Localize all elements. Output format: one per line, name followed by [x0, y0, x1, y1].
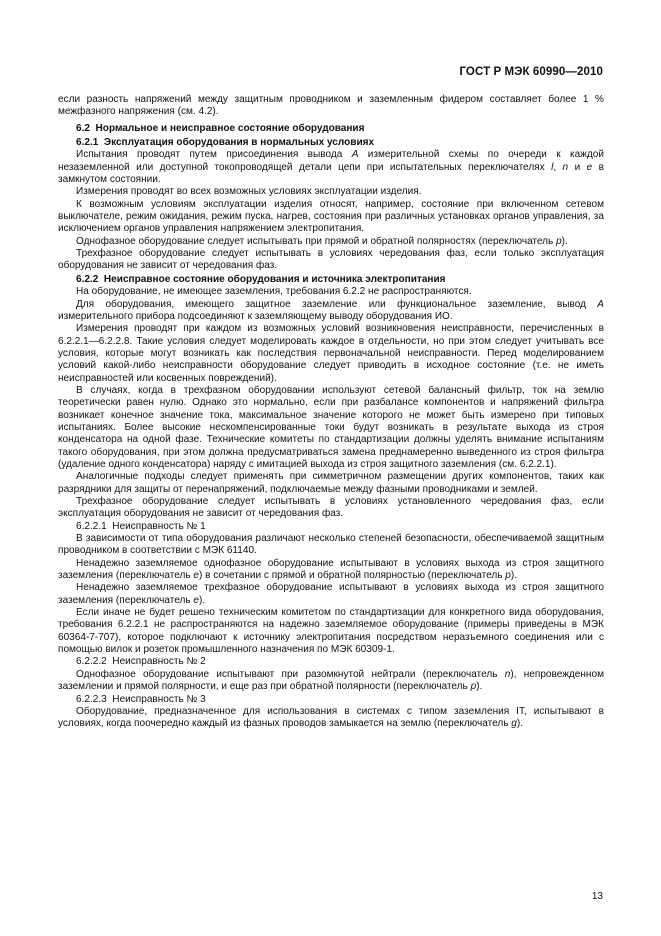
paragraph: Если иначе не будет решено техническим комитетом по стандартизации для конкретного вида оборудования, требования 6.2.2.1 не распространяются на надежно заземляемое оборудование (примеры приведены в МЭК 60364-7-707), которое подключают к источнику электропитания посредством неразъемного соединения или с помощью вилок и розеток промышленного назначения по МЭК 60309-1.: [58, 607, 604, 656]
section-heading: 6.2.1 Эксплуатация оборудования в нормальных условиях: [76, 137, 375, 149]
paragraph: Ненадежно заземляемое однофазное оборудование испытывают в условиях выхода из строя защитного заземления (переключатель е) в сочетании с прямой и обратной полярностью (переключатель р).: [58, 557, 604, 582]
paragraph: Испытания проводят путем присоединения вывода А измерительной схемы по очереди к каждой незаземленной или доступной токопроводящей детали цепи при испытательных переключателях l, n и е в замкнутом состоянии.: [58, 149, 604, 186]
paragraph: если разность напряжений между защитным проводником и заземленным фидером составляет более 1 % межфазного напряжения (см. 4.2).: [58, 94, 604, 118]
paragraph: 6.2.2.1 Неисправность № 1: [76, 520, 206, 532]
page-number: 13: [591, 891, 603, 902]
paragraph: 6.2.2.3 Неисправность № 3: [76, 693, 206, 705]
paragraph: На оборудование, не имеющее заземления, требования 6.2.2 не распространяются.: [76, 286, 472, 298]
standard-code-header: ГОСТ Р МЭК 60990—2010: [459, 66, 603, 78]
paragraph: В зависимости от типа оборудования различают несколько степеней безопасности, обеспечиваемой защитным проводником в соответствии с МЭК 61140.: [58, 533, 604, 557]
section-heading: 6.2 Нормальное и неисправное состояние оборудования: [76, 122, 365, 134]
section-heading: 6.2.2 Неисправное состояние оборудования и источника электропитания: [76, 273, 446, 285]
paragraph: К возможным условиям эксплуатации изделия относят, например, состояние при включенном сетевом выключателе, режим ожидания, режим пуска, нагрев, состояния при различных установках органов управления, за исключением органов управления напряжением электропитания.: [58, 198, 604, 235]
paragraph: Ненадежно заземляемое трехфазное оборудование испытывают в условиях выхода из строя защитного заземления (переключатель е).: [58, 582, 604, 606]
paragraph: Оборудование, предназначенное для использования в системах с типом заземления IT, испытывают в условиях, когда поочередно каждый из фазных проводов замыкается на землю (переключатель g).: [58, 705, 604, 730]
paragraph: Для оборудования, имеющего защитное заземление или функциональное заземление, вывод А измерительного прибора подсоединяют к заземляющему выводу оборудования ИО.: [58, 298, 604, 322]
paragraph: Однофазное оборудование следует испытывать при прямой и обратной полярностях (переключатель р).: [76, 235, 568, 247]
paragraph: В случаях, когда в трехфазном оборудовании используют сетевой балансный фильтр, ток на землю теоретически равен нулю. Однако это нормально, если при разбалансе компонентов и напряжений фильтра возникает конечное значение тока, максимальное значение которого не может быть измерено при типовых испытаниях. Более высокие нескомпенсированные токи будут возникать в результате выхода из строя конденсатора на одной фазе. Технические комитеты по стандартизации должны уделять внимание испытаниям такого оборудования, при этом должна предусматриваться замена преднамеренно выведенного из строя фильтра (удаление одного конденсатора) наряду с имитацией выхода из строя защитного заземления (см. 6.2.2.1).: [58, 384, 604, 470]
paragraph: Однофазное оборудование испытывают при разомкнутой нейтрали (переключатель n), непровежденном заземлении и прямой полярности, и еще раз при обратной полярности (переключатель р).: [58, 668, 604, 693]
paragraph: Трехфазное оборудование следует испытывать в условиях установленного чередования фаз, если эксплуатация оборудования не зависит от чередования фаз.: [58, 496, 604, 520]
paragraph: Измерения проводят во всех возможных условиях эксплуатации изделия.: [76, 186, 422, 198]
paragraph: Измерения проводят при каждом из возможных условий возникновения неисправности, перечисленных в 6.2.2.1—6.2.2.8. Такие условия следует моделировать каждое в отдельности, но при этом следует учитывать все условия, которые могут возникать как последствия первоначальной неисправности. Перед моделированием условий какой-либо неисправности оборудование следует приводить в исходное состояние (т.е. не иметь неисправностей или косвенных повреждений).: [58, 323, 604, 384]
paragraph: 6.2.2.2 Неисправность № 2: [76, 656, 206, 668]
paragraph: Трехфазное оборудование следует испытывать в условиях чередования фаз, если только эксплуатация оборудования не зависит от чередования фаз.: [58, 248, 604, 272]
paragraph: Аналогичные подходы следует применять при симметричном размещении других компонентов, таких как разрядники для защиты от перенапряжений, подключаемые между фазными проводниками и землей.: [58, 471, 604, 495]
document-body: [58, 94, 604, 731]
